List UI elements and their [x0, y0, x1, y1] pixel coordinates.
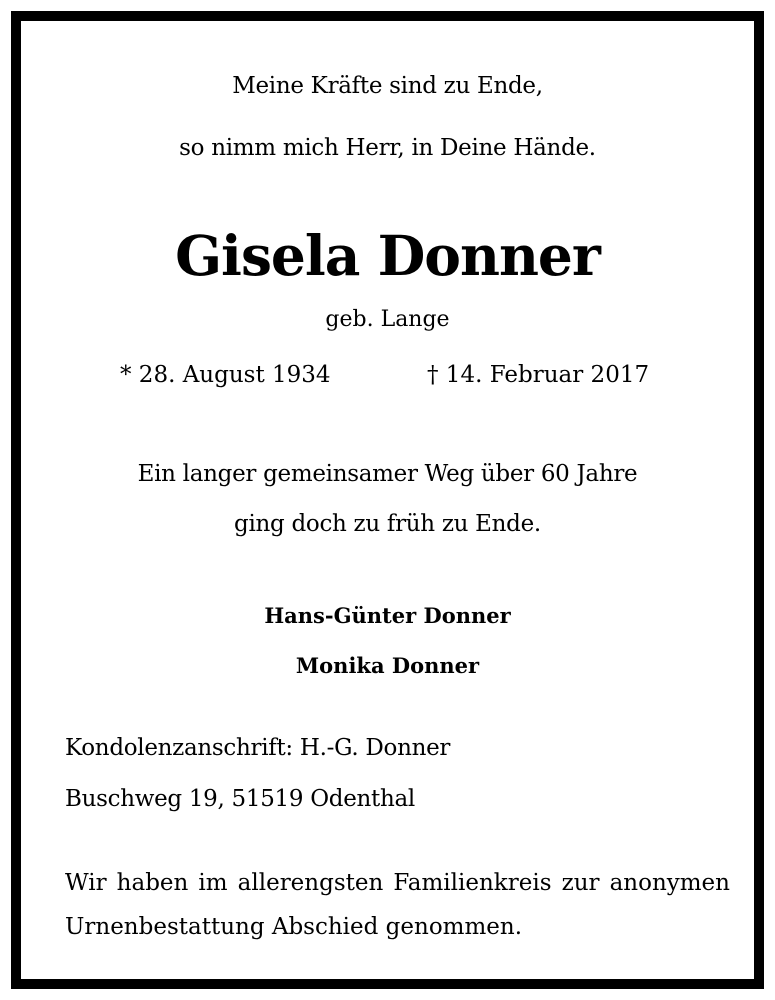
birth-date: * 28. August 1934 — [120, 362, 331, 388]
obituary-frame — [11, 11, 764, 989]
mourner-name: Monika Donner — [295, 653, 480, 678]
verse-line-1: Meine Kräfte sind zu Ende, — [232, 73, 543, 99]
death-date: † 14. Februar 2017 — [427, 362, 650, 388]
mourner-name: Hans-Günter Donner — [264, 603, 511, 628]
message-line-1: Ein langer gemeinsamer Weg über 60 Jahre — [137, 461, 638, 487]
condolence-address-line-1: Kondolenzanschrift: H.-G. Donner — [65, 735, 451, 761]
funeral-notice: Wir haben im allerengsten Familienkreis zur anonymen Urnenbestattung Abschied genommen. — [65, 870, 730, 940]
message-line-2: ging doch zu früh zu Ende. — [234, 511, 541, 537]
verse-line-2: so nimm mich Herr, in Deine Hände. — [179, 135, 596, 161]
maiden-name: geb. Lange — [325, 307, 450, 332]
deceased-name: Gisela Donner — [175, 223, 600, 288]
condolence-address-line-2: Buschweg 19, 51519 Odenthal — [65, 786, 415, 812]
